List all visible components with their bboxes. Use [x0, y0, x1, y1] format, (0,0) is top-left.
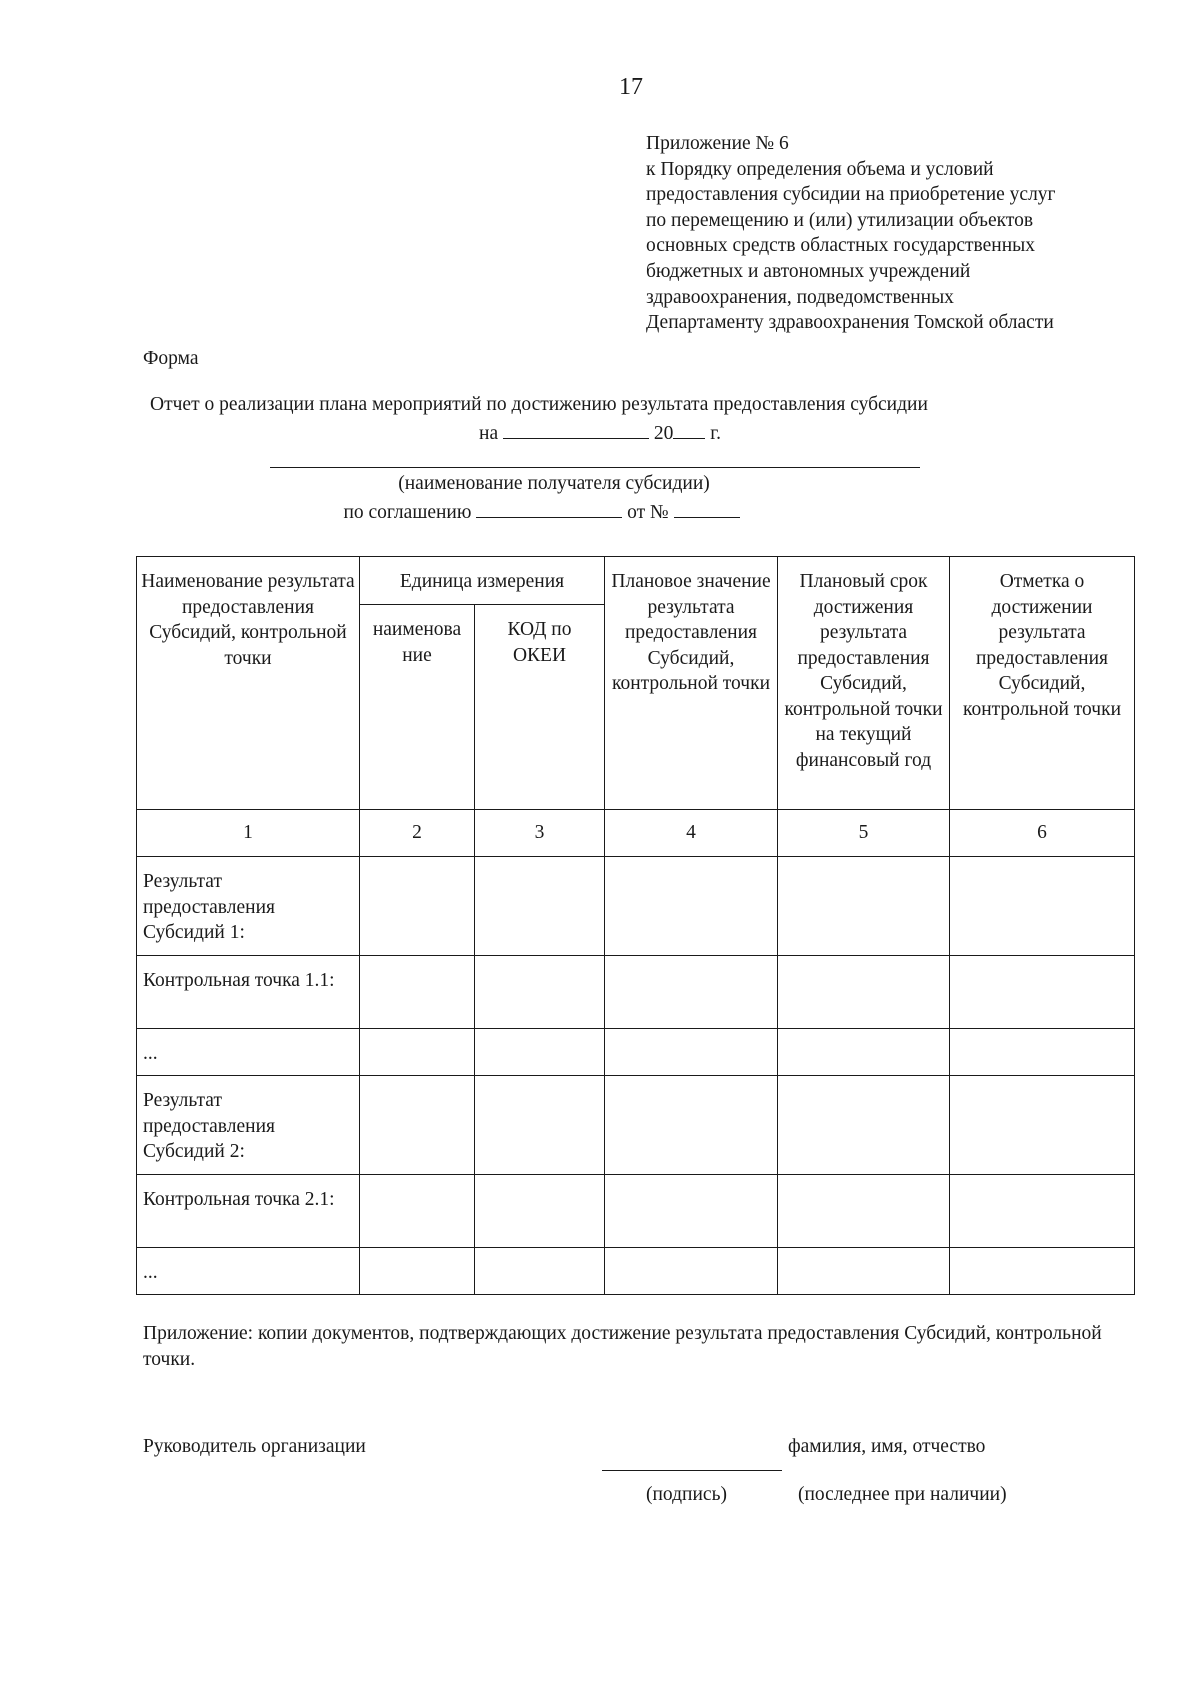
appendix-block	[646, 131, 1056, 336]
header-planned-value: Плановое значение результата предоставления Субсидий, контрольной точки	[605, 557, 778, 810]
column-number: 3	[475, 810, 605, 857]
row-label: Результат предоставления Субсидий 1:	[137, 857, 360, 956]
fio-caption: (последнее при наличии)	[798, 1484, 1007, 1505]
table-row	[137, 1248, 1135, 1295]
appendix-line: основных средств областных государственных	[646, 235, 1035, 257]
table-cell[interactable]	[475, 1029, 605, 1076]
recipient-caption: (наименование получателя субсидии)	[398, 473, 710, 494]
header-result-name: Наименование результата предоставления Субсидий, контрольной точки	[137, 557, 360, 810]
column-number: 2	[360, 810, 475, 857]
table-cell[interactable]	[778, 1248, 950, 1295]
appendix-line: Приложение № 6	[646, 133, 789, 154]
table-row	[137, 956, 1135, 1029]
agreement-prefix: по соглашению	[343, 502, 472, 523]
table-cell[interactable]	[950, 1076, 1135, 1175]
header-unit-code: КОД по ОКЕИ	[475, 605, 605, 810]
year-blank[interactable]	[673, 420, 705, 439]
table-cell[interactable]	[950, 1248, 1135, 1295]
table-cell[interactable]	[605, 1029, 778, 1076]
table-cell[interactable]	[360, 1175, 475, 1248]
table-cell[interactable]	[360, 1029, 475, 1076]
table-cell[interactable]	[605, 956, 778, 1029]
signature-caption: (подпись)	[646, 1484, 727, 1505]
column-number: 1	[137, 810, 360, 857]
table-cell[interactable]	[778, 857, 950, 956]
row-label: ...	[137, 1248, 360, 1295]
table-row	[137, 857, 1135, 956]
appendix-line: предоставления субсидии на приобретение услуг	[646, 184, 1056, 206]
fio-label: фамилия, имя, отчество	[788, 1436, 986, 1457]
header-planned-date: Плановый срок достижения результата предоставления Субсидий, контрольной точки на текущий финансовый год	[778, 557, 950, 810]
date-prefix: на	[479, 423, 499, 444]
column-number-row	[137, 810, 1135, 857]
table-cell[interactable]	[950, 956, 1135, 1029]
row-label: Контрольная точка 1.1:	[137, 956, 360, 1029]
table-header-row	[137, 557, 1135, 605]
table-cell[interactable]	[475, 1248, 605, 1295]
table-cell[interactable]	[475, 1076, 605, 1175]
header-unit: Единица измерения	[360, 557, 605, 605]
table-cell[interactable]	[605, 1175, 778, 1248]
page-number: 17	[619, 74, 643, 100]
signer-title: Руководитель организации	[143, 1436, 366, 1457]
recipient-name-line[interactable]	[270, 467, 920, 468]
agreement-number-blank[interactable]	[674, 499, 740, 518]
table-cell[interactable]	[360, 1076, 475, 1175]
appendix-line: Департаменту здравоохранения Томской области	[646, 312, 1054, 334]
table-cell[interactable]	[950, 1029, 1135, 1076]
date-blank[interactable]	[503, 420, 649, 439]
table-row	[137, 1175, 1135, 1248]
table-row	[137, 1076, 1135, 1175]
table-cell[interactable]	[778, 1029, 950, 1076]
column-number: 6	[950, 810, 1135, 857]
column-number: 5	[778, 810, 950, 857]
table-cell[interactable]	[778, 1175, 950, 1248]
year-prefix: 20	[653, 423, 674, 444]
appendix-line: здравоохранения, подведомственных	[646, 286, 954, 308]
table-cell[interactable]	[475, 1175, 605, 1248]
agreement-number-label: от №	[627, 502, 669, 523]
table-cell[interactable]	[360, 1248, 475, 1295]
signature-line[interactable]	[602, 1470, 782, 1471]
table-cell[interactable]	[778, 1076, 950, 1175]
table-cell[interactable]	[605, 1248, 778, 1295]
table-row	[137, 1029, 1135, 1076]
agreement-line	[0, 499, 1083, 524]
report-table	[136, 556, 1135, 1295]
table-cell[interactable]	[605, 1076, 778, 1175]
row-label: Результат предоставления Субсидий 2:	[137, 1076, 360, 1175]
report-date-line	[0, 420, 1200, 445]
form-label: Форма	[143, 348, 199, 369]
table-cell[interactable]	[605, 857, 778, 956]
agreement-date-blank[interactable]	[476, 499, 622, 518]
table-cell[interactable]	[778, 956, 950, 1029]
row-label: Контрольная точка 2.1:	[137, 1175, 360, 1248]
row-label: ...	[137, 1029, 360, 1076]
column-number: 4	[605, 810, 778, 857]
header-unit-name: наименова ние	[360, 605, 475, 810]
table-cell[interactable]	[950, 857, 1135, 956]
table-cell[interactable]	[360, 857, 475, 956]
appendix-line: к Порядку определения объема и условий	[646, 158, 994, 180]
table-cell[interactable]	[950, 1175, 1135, 1248]
header-achievement-mark: Отметка о достижении результата предоставления Субсидий, контрольной точки	[950, 557, 1135, 810]
appendix-line: по перемещению и (или) утилизации объектов	[646, 209, 1034, 231]
appendix-line: бюджетных и автономных учреждений	[646, 260, 971, 282]
appendix-note: Приложение: копии документов, подтверждающих достижение результата предоставления Субсидий, контрольной точки.	[143, 1323, 1102, 1370]
table-cell[interactable]	[475, 857, 605, 956]
report-title: Отчет о реализации плана мероприятий по достижению результата предоставления субсидии	[150, 394, 928, 415]
table-cell[interactable]	[475, 956, 605, 1029]
table-cell[interactable]	[360, 956, 475, 1029]
date-suffix: г.	[710, 423, 721, 444]
